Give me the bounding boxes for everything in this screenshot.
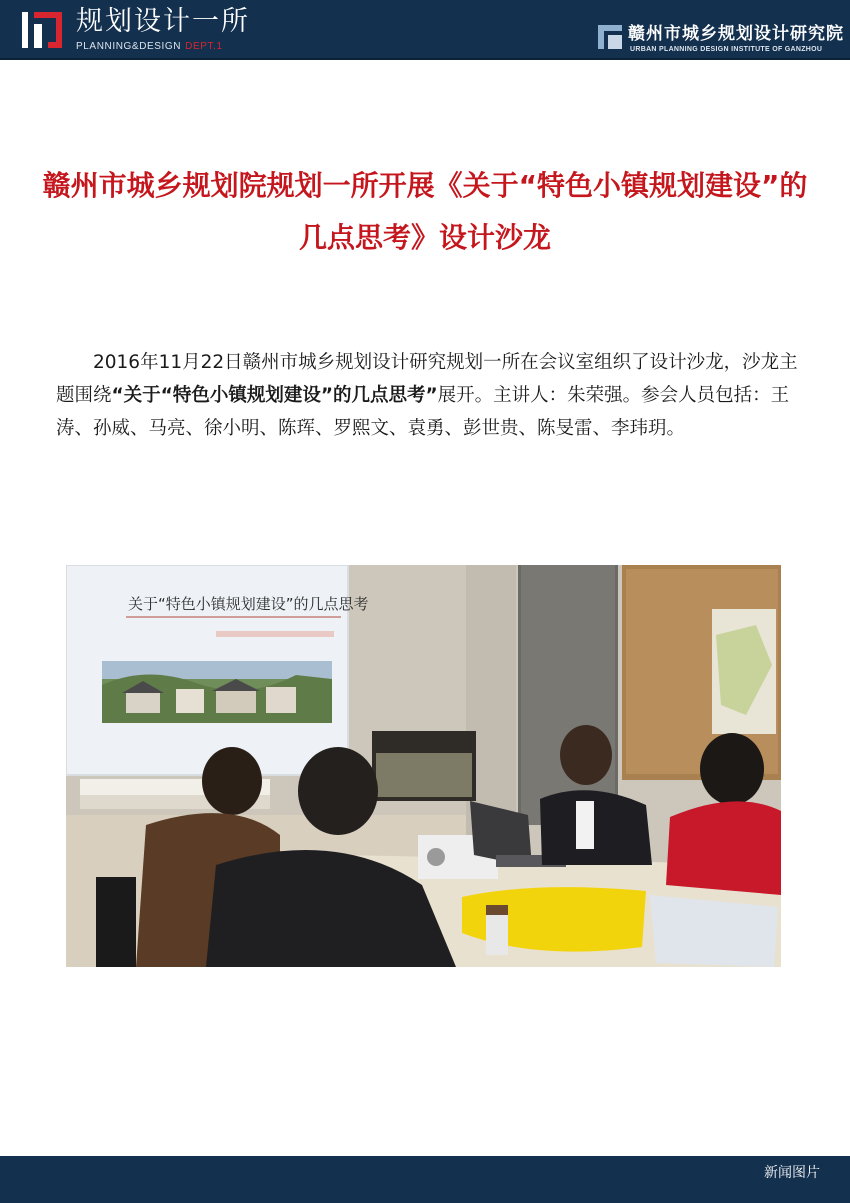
article-paragraph bbox=[56, 346, 798, 445]
paragraph-rest: 展开。主讲人：朱荣强。参会人员包括：王涛、孙威、马亮、徐小明、陈珲、罗熙文、袁勇、彭世贵、陈旻雷、李玮玥。 bbox=[56, 385, 790, 439]
institute-logo-icon bbox=[598, 25, 622, 49]
dept-subtitle bbox=[76, 41, 223, 53]
salon-topic: “关于“特色小镇规划建设”的几点思考” bbox=[111, 385, 438, 406]
dept-title: 规划设计一所 bbox=[76, 6, 250, 37]
footer-label: 新闻图片 bbox=[764, 1165, 820, 1181]
dept-english-name: PLANNING&DESIGN bbox=[76, 41, 182, 52]
dept-code: DEPT.1 bbox=[185, 41, 223, 52]
page-header bbox=[0, 0, 850, 60]
institute-english-name: URBAN PLANNING DESIGN INSTITUTE OF GANZHOU bbox=[630, 46, 823, 53]
institute-name: 赣州市城乡规划设计研究院 bbox=[628, 24, 844, 44]
dept-logo-icon bbox=[22, 12, 64, 48]
meeting-photo-illustration bbox=[66, 565, 781, 967]
slide-title: 关于“特色小镇规划建设”的几点思考 bbox=[128, 595, 369, 613]
page-footer bbox=[0, 1156, 850, 1203]
article-title: 赣州市城乡规划院规划一所开展《关于“特色小镇规划建设”的几点思考》设计沙龙 bbox=[42, 169, 808, 254]
meeting-photo bbox=[66, 565, 781, 967]
paragraph-intro: 2016年11月22日赣州市城乡规划设计研究规划一所在会议室组织了设计沙龙，沙龙主题围绕 bbox=[56, 352, 798, 406]
